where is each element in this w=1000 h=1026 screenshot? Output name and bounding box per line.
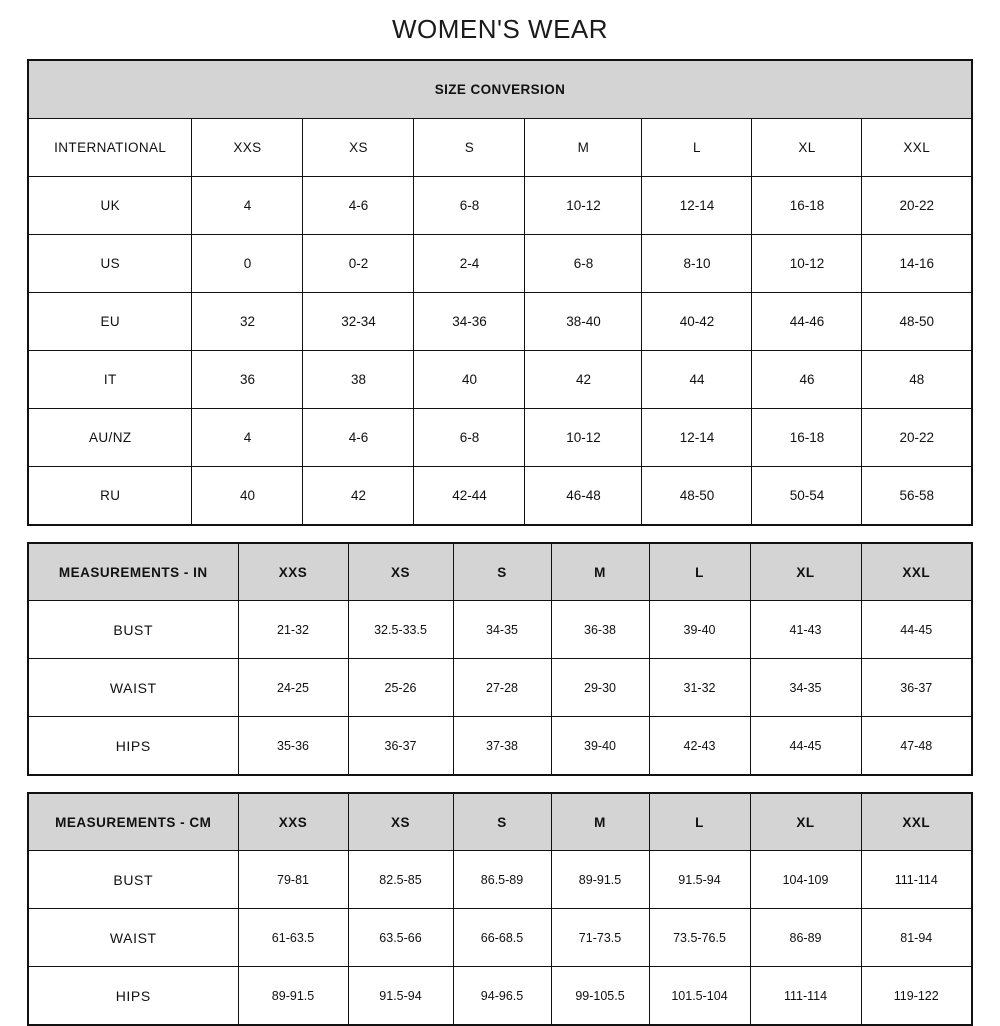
meas-cm-header-title: MEASUREMENTS - CM (28, 793, 238, 851)
conv-header-xxs: XXS (192, 119, 303, 177)
conv-cell: 32-34 (303, 293, 414, 351)
meas-cm-cell: 91.5-94 (649, 851, 750, 909)
conv-cell: 4-6 (303, 177, 414, 235)
meas-cm-cell: 111-114 (750, 967, 861, 1026)
conv-cell: 16-18 (752, 177, 862, 235)
meas-in-cell: 39-40 (551, 717, 649, 776)
conv-cell: 44-46 (752, 293, 862, 351)
meas-in-cell: 34-35 (453, 601, 551, 659)
conv-cell: 12-14 (642, 177, 752, 235)
meas-cm-row-label: HIPS (28, 967, 238, 1026)
conv-cell: 6-8 (414, 409, 525, 467)
meas-cm-cell: 119-122 (861, 967, 972, 1026)
conv-cell: 6-8 (414, 177, 525, 235)
table-row (28, 659, 972, 717)
conv-row-label: AU/NZ (28, 409, 192, 467)
meas-in-cell: 35-36 (238, 717, 348, 776)
size-conversion-banner-row (28, 60, 972, 119)
conv-header-international: INTERNATIONAL (28, 119, 192, 177)
meas-cm-header-xs: XS (348, 793, 453, 851)
meas-in-header-l: L (649, 543, 750, 601)
meas-cm-cell: 61-63.5 (238, 909, 348, 967)
conv-cell: 0 (192, 235, 303, 293)
conv-row-label: IT (28, 351, 192, 409)
meas-in-cell: 21-32 (238, 601, 348, 659)
meas-cm-header-xxl: XXL (861, 793, 972, 851)
meas-in-cell: 47-48 (861, 717, 972, 776)
table-row (28, 293, 972, 351)
meas-cm-cell: 91.5-94 (348, 967, 453, 1026)
table-row (28, 909, 972, 967)
conv-cell: 0-2 (303, 235, 414, 293)
conv-row-label: UK (28, 177, 192, 235)
meas-in-header-xl: XL (750, 543, 861, 601)
meas-in-header-xxl: XXL (861, 543, 972, 601)
meas-cm-cell: 94-96.5 (453, 967, 551, 1026)
conv-cell: 10-12 (525, 177, 642, 235)
table-row (28, 467, 972, 526)
conv-cell: 56-58 (862, 467, 972, 526)
meas-cm-cell: 111-114 (861, 851, 972, 909)
table-row (28, 851, 972, 909)
meas-in-cell: 41-43 (750, 601, 861, 659)
conv-header-xs: XS (303, 119, 414, 177)
meas-cm-cell: 86.5-89 (453, 851, 551, 909)
conv-cell: 20-22 (862, 177, 972, 235)
conv-row-label: EU (28, 293, 192, 351)
meas-cm-header-xl: XL (750, 793, 861, 851)
meas-cm-header-l: L (649, 793, 750, 851)
conv-header-xl: XL (752, 119, 862, 177)
conv-cell: 8-10 (642, 235, 752, 293)
table-row (28, 967, 972, 1026)
meas-cm-row-label: WAIST (28, 909, 238, 967)
meas-cm-cell: 101.5-104 (649, 967, 750, 1026)
meas-cm-cell: 86-89 (750, 909, 861, 967)
meas-in-cell: 36-37 (861, 659, 972, 717)
conv-cell: 34-36 (414, 293, 525, 351)
meas-cm-cell: 82.5-85 (348, 851, 453, 909)
meas-in-cell: 24-25 (238, 659, 348, 717)
conv-cell: 14-16 (862, 235, 972, 293)
conv-cell: 48-50 (862, 293, 972, 351)
meas-in-cell: 42-43 (649, 717, 750, 776)
measurements-cm-table (27, 792, 973, 1026)
table-row (28, 351, 972, 409)
conv-cell: 42 (303, 467, 414, 526)
conv-cell: 2-4 (414, 235, 525, 293)
meas-cm-cell: 73.5-76.5 (649, 909, 750, 967)
conv-cell: 10-12 (525, 409, 642, 467)
meas-in-header-s: S (453, 543, 551, 601)
size-conversion-table (27, 59, 973, 526)
meas-in-cell: 25-26 (348, 659, 453, 717)
meas-cm-cell: 104-109 (750, 851, 861, 909)
table-row (28, 409, 972, 467)
meas-cm-row-label: BUST (28, 851, 238, 909)
conv-cell: 4-6 (303, 409, 414, 467)
meas-cm-cell: 89-91.5 (238, 967, 348, 1026)
conv-cell: 44 (642, 351, 752, 409)
meas-in-header-m: M (551, 543, 649, 601)
conv-cell: 42 (525, 351, 642, 409)
conv-cell: 48 (862, 351, 972, 409)
conv-cell: 38 (303, 351, 414, 409)
conv-cell: 6-8 (525, 235, 642, 293)
conv-cell: 4 (192, 409, 303, 467)
meas-in-cell: 29-30 (551, 659, 649, 717)
meas-in-cell: 34-35 (750, 659, 861, 717)
meas-cm-cell: 79-81 (238, 851, 348, 909)
meas-in-cell: 32.5-33.5 (348, 601, 453, 659)
conv-cell: 10-12 (752, 235, 862, 293)
meas-in-row-label: HIPS (28, 717, 238, 776)
meas-in-cell: 36-37 (348, 717, 453, 776)
conv-header-s: S (414, 119, 525, 177)
conv-header-m: M (525, 119, 642, 177)
conv-row-label: US (28, 235, 192, 293)
table-row (28, 235, 972, 293)
meas-in-header-xxs: XXS (238, 543, 348, 601)
meas-in-header-xs: XS (348, 543, 453, 601)
meas-in-row-label: WAIST (28, 659, 238, 717)
conv-row-label: RU (28, 467, 192, 526)
page-title: WOMEN'S WEAR (391, 14, 609, 44)
conv-cell: 42-44 (414, 467, 525, 526)
measurements-cm-header-row (28, 793, 972, 851)
meas-in-row-label: BUST (28, 601, 238, 659)
meas-cm-cell: 81-94 (861, 909, 972, 967)
meas-cm-cell: 66-68.5 (453, 909, 551, 967)
conv-cell: 20-22 (862, 409, 972, 467)
measurements-in-table (27, 542, 973, 776)
meas-in-cell: 39-40 (649, 601, 750, 659)
conv-header-xxl: XXL (862, 119, 972, 177)
meas-in-cell: 27-28 (453, 659, 551, 717)
conv-cell: 12-14 (642, 409, 752, 467)
meas-in-cell: 44-45 (861, 601, 972, 659)
meas-cm-cell: 63.5-66 (348, 909, 453, 967)
conv-cell: 46 (752, 351, 862, 409)
meas-in-cell: 31-32 (649, 659, 750, 717)
table-row (28, 601, 972, 659)
conv-cell: 16-18 (752, 409, 862, 467)
meas-cm-header-xxs: XXS (238, 793, 348, 851)
conv-header-l: L (642, 119, 752, 177)
conv-cell: 40-42 (642, 293, 752, 351)
conv-cell: 46-48 (525, 467, 642, 526)
meas-cm-cell: 99-105.5 (551, 967, 649, 1026)
conv-cell: 4 (192, 177, 303, 235)
conv-cell: 50-54 (752, 467, 862, 526)
size-conversion-header-row (28, 119, 972, 177)
conv-cell: 36 (192, 351, 303, 409)
measurements-in-header-row (28, 543, 972, 601)
conv-cell: 40 (414, 351, 525, 409)
conv-cell: 40 (192, 467, 303, 526)
conv-cell: 38-40 (525, 293, 642, 351)
meas-in-cell: 44-45 (750, 717, 861, 776)
meas-cm-cell: 71-73.5 (551, 909, 649, 967)
meas-cm-header-s: S (453, 793, 551, 851)
conv-cell: 32 (192, 293, 303, 351)
size-conversion-banner: SIZE CONVERSION (28, 60, 972, 119)
meas-in-cell: 36-38 (551, 601, 649, 659)
meas-in-cell: 37-38 (453, 717, 551, 776)
meas-cm-header-m: M (551, 793, 649, 851)
conv-cell: 48-50 (642, 467, 752, 526)
table-row (28, 177, 972, 235)
meas-in-header-title: MEASUREMENTS - IN (28, 543, 238, 601)
meas-cm-cell: 89-91.5 (551, 851, 649, 909)
table-row (28, 717, 972, 776)
